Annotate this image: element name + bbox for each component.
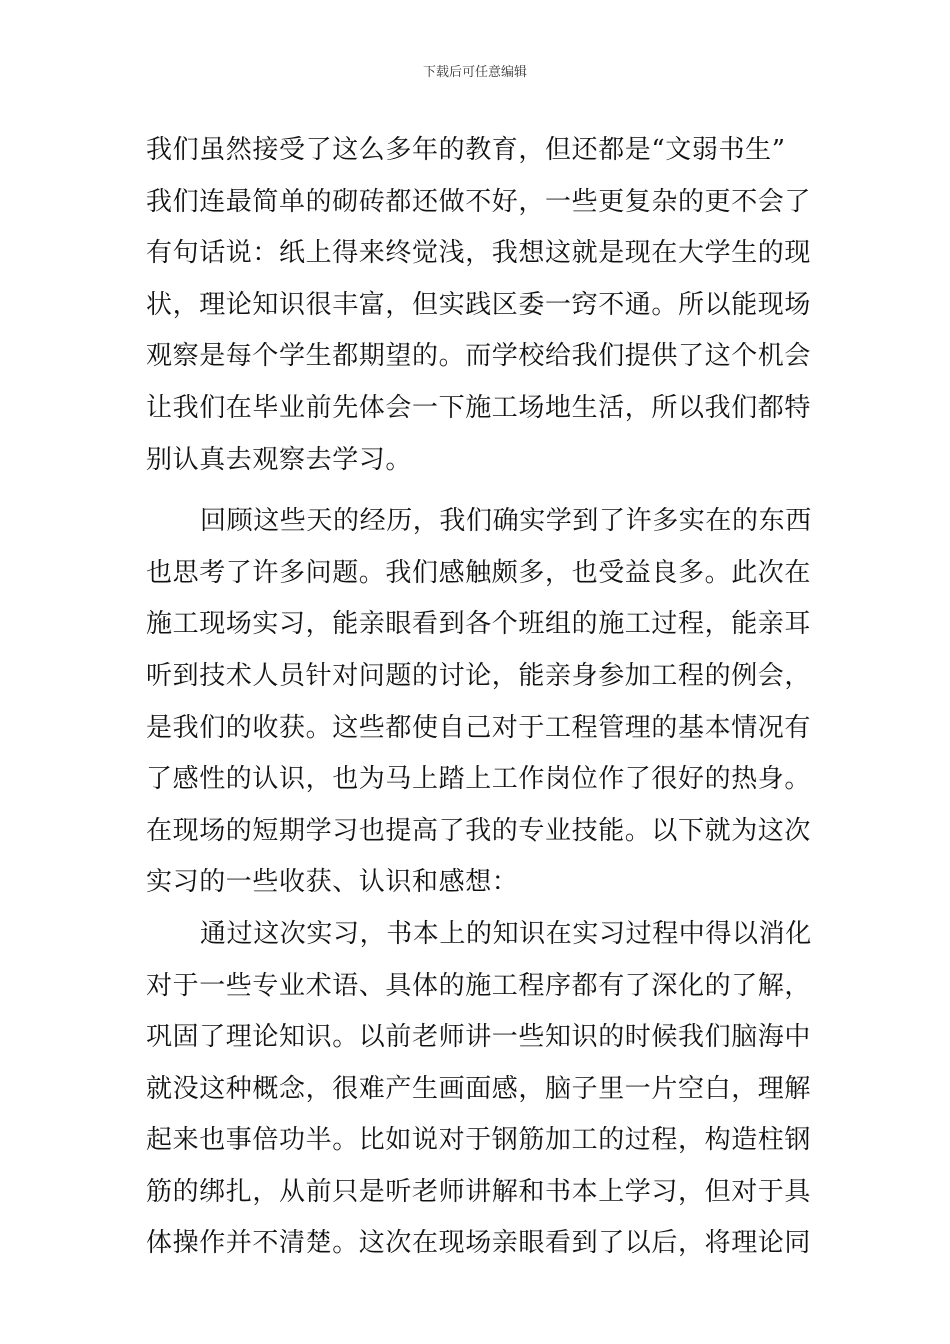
- paragraph-line: 对于一些专业术语、具体的施工程序都有了深化的了解，: [146, 970, 812, 1001]
- paragraph-1: [146, 125, 811, 486]
- paragraph-line: 巩固了理论知识。以前老师讲一些知识的时候我们脑海中: [146, 1022, 812, 1053]
- paragraph-line: 在现场的短期学习也提高了我的专业技能。以下就为这次: [146, 815, 812, 846]
- page-header: 下载后可任意编辑: [422, 65, 527, 80]
- paragraph-line: 就没这种概念，很难产生画面感，脑子里一片空白，理解: [146, 1073, 812, 1104]
- paragraph-line: 是我们的收获。这些都使自己对于工程管理的基本情况有: [146, 712, 812, 743]
- paragraph-line: 有句话说：纸上得来终觉浅，我想这就是现在大学生的现: [146, 238, 812, 269]
- paragraph-line: 听到技术人员针对问题的讨论，能亲身参加工程的例会，: [146, 660, 812, 691]
- paragraph-line: 让我们在毕业前先体会一下施工场地生活，所以我们都特: [146, 392, 812, 423]
- paragraph-line: 了感性的认识，也为马上踏上工作岗位作了很好的热身。: [146, 764, 812, 795]
- paragraph-line: 实习的一些收获、认识和感想：: [146, 867, 519, 898]
- paragraph-line: 我们虽然接受了这么多年的教育，但还都是“文弱书生”: [146, 135, 786, 165]
- paragraph-line: 回顾这些天的经历，我们确实学到了许多实在的东西: [200, 506, 812, 537]
- paragraph-line: 状，理论知识很丰富，但实践区委一窍不通。所以能现场: [146, 289, 812, 320]
- paragraph-line: 起来也事倍功半。比如说对于钢筋加工的过程，构造柱钢: [146, 1125, 812, 1156]
- paragraph-line: 我们连最简单的砌砖都还做不好，一些更复杂的更不会了: [146, 186, 812, 217]
- paragraph-line: 观察是每个学生都期望的。而学校给我们提供了这个机会: [146, 341, 812, 372]
- paragraph-line: 通过这次实习，书本上的知识在实习过程中得以消化: [200, 918, 812, 949]
- paragraph-line: 体操作并不清楚。这次在现场亲眼看到了以后，将理论同: [146, 1228, 812, 1259]
- paragraph-line: 施工现场实习，能亲眼看到各个班组的施工过程，能亲耳: [146, 609, 812, 640]
- paragraph-2: [146, 496, 811, 909]
- paragraph-line: 别认真去观察去学习。: [146, 444, 413, 475]
- paragraph-3: [146, 909, 811, 1270]
- document-body: [146, 125, 811, 1270]
- paragraph-line: 筋的绑扎，从前只是听老师讲解和书本上学习，但对于具: [146, 1176, 812, 1207]
- paragraph-line: 也思考了许多问题。我们感触颇多，也受益良多。此次在: [146, 557, 812, 588]
